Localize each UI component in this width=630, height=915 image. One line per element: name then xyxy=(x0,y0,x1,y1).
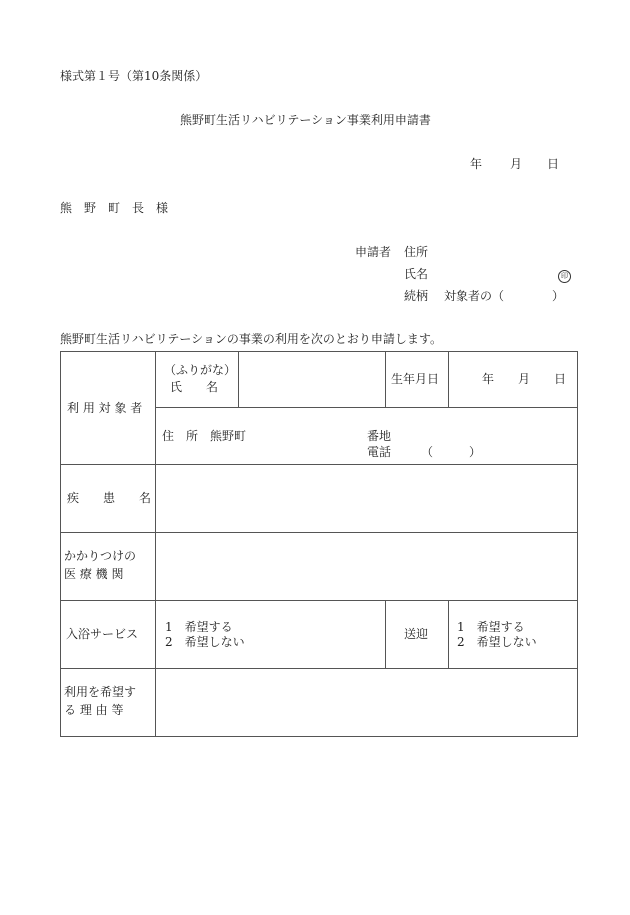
phone-label: 電話 （ ） xyxy=(367,445,482,459)
reason-label-2: る 理 由 等 xyxy=(64,703,124,717)
transport-option-1[interactable]: 1 希望する xyxy=(457,620,525,634)
transport-option-2[interactable]: 2 希望しない xyxy=(457,635,537,649)
disease-label: 疾 患 名 xyxy=(67,491,152,505)
clinic-label-1: かかりつけの xyxy=(64,549,137,563)
reason-field[interactable] xyxy=(158,672,574,732)
date-day: 日 xyxy=(547,157,560,171)
relation-text: 対象者の（ ） xyxy=(444,289,565,303)
form-title: 熊野町生活リハビリテーション事業利用申請書 xyxy=(180,113,431,127)
date-month: 月 xyxy=(510,157,523,171)
relation-label: 続柄 xyxy=(404,289,429,303)
applicant-name-label: 氏名 xyxy=(404,267,429,281)
banchi-label: 番地 xyxy=(367,429,392,443)
reason-label-1: 利用を希望す xyxy=(64,685,137,699)
address-label: 住 所 熊野町 xyxy=(162,429,247,443)
name-label: 氏 名 xyxy=(170,380,219,394)
seal-mark: 印 xyxy=(558,266,571,283)
target-person-label: 利 用 対 象 者 xyxy=(67,401,143,415)
transport-label: 送迎 xyxy=(404,627,429,641)
intro-text: 熊野町生活リハビリテーションの事業の利用を次のとおり申請します。 xyxy=(60,332,442,346)
bath-option-2[interactable]: 2 希望しない xyxy=(165,635,245,649)
form-number: 様式第１号（第10条関係） xyxy=(60,69,208,83)
birthdate-label: 生年月日 xyxy=(391,372,440,386)
applicant-label: 申請者 xyxy=(355,245,392,259)
bath-label: 入浴サービス xyxy=(66,627,139,641)
applicant-address-label: 住所 xyxy=(404,245,429,259)
name-field[interactable] xyxy=(241,360,383,404)
birthdate-field[interactable]: 年 月 日 xyxy=(482,372,567,386)
disease-field[interactable] xyxy=(158,468,574,528)
furigana-label: （ふりがな） xyxy=(164,363,237,377)
date-year: 年 xyxy=(470,157,483,171)
bath-option-1[interactable]: 1 希望する xyxy=(165,620,233,634)
clinic-label-2: 医 療 機 関 xyxy=(64,567,124,581)
clinic-field[interactable] xyxy=(158,536,574,596)
addressee: 熊 野 町 長 様 xyxy=(60,201,169,215)
